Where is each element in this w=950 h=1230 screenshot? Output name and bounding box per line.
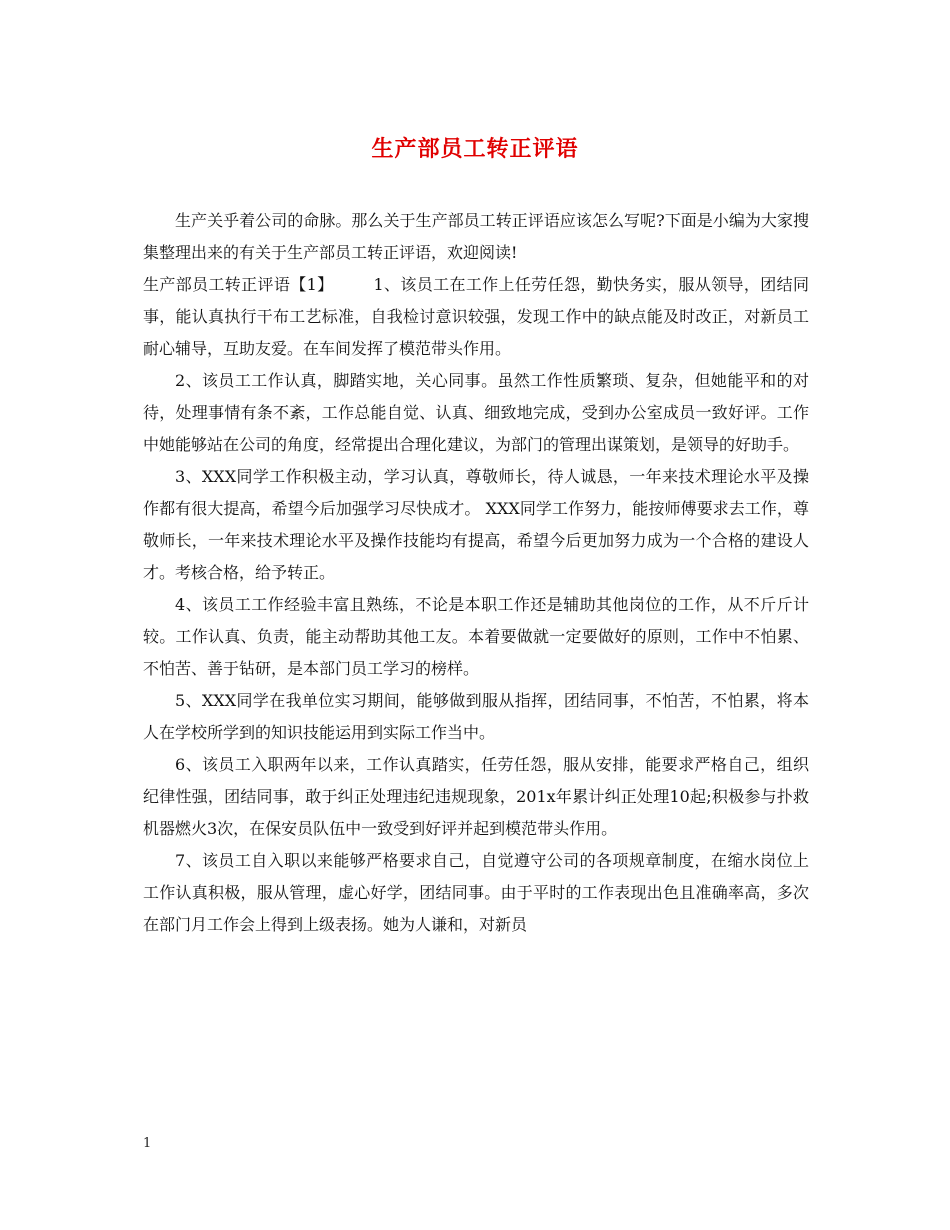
comment-5: 5、XXX同学在我单位实习期间，能够做到服从指挥，团结同事，不怕苦，不怕累，将本人在学校所学到的知识技能运用到实际工作当中。 (143, 691, 809, 742)
comment-1: 1、该员工在工作上任劳任怨，勤快务实，服从领导，团结同事，能认真执行干布工艺标准，自我检讨意识较强，发现工作中的缺点能及时改正，对新员工耐心辅导，互助友爱。在车间发挥了模范带头作用。 (143, 275, 809, 358)
comment-3: 3、XXX同学工作积极主动，学习认真，尊敬师长，待人诚恳，一年来技术理论水平及操作都有很大提高，希望今后加强学习尽快成才。 XXX同学工作努力，能按师傅要求去工作，尊敬师长，一年来技术理论水平及操作技能均有提高，希望今后更加努力成为一个合格的建设人才。考核合格，给予转正。 (143, 467, 809, 582)
comment-4: 4、该员工工作经验丰富且熟练，不论是本职工作还是辅助其他岗位的工作，从不斤斤计较。工作认真、负责，能主动帮助其他工友。本着要做就一定要做好的原则，工作中不怕累、不怕苦、善于钻研，是本部门员工学习的榜样。 (143, 595, 809, 678)
document-title: 生产部员工转正评语 (371, 136, 579, 162)
comment-6: 6、该员工入职两年以来，工作认真踏实，任劳任怨，服从安排，能要求严格自己，组织纪律性强，团结同事，敢于纠正处理违纪违规现象，201x年累计纠正处理10起;积极参与扑救机器燃火3次，在保安员队伍中一致受到好评并起到模范带头作用。 (143, 755, 809, 838)
page-number: 1 (143, 1136, 152, 1151)
document-body (143, 205, 809, 941)
comment-7: 7、该员工自入职以来能够严格要求自己，自觉遵守公司的各项规章制度，在缩水岗位上工作认真积极，服从管理，虚心好学，团结同事。由于平时的工作表现出色且准确率高，多次在部门月工作会上得到上级表扬。她为人谦和，对新员 (143, 851, 809, 934)
section-heading: 生产部员工转正评语【1】 (143, 275, 334, 294)
intro-paragraph: 生产关乎着公司的命脉。那么关于生产部员工转正评语应该怎么写呢?下面是小编为大家搜集整理出来的有关于生产部员工转正评语，欢迎阅读! (143, 211, 809, 262)
section-1-paragraph (143, 269, 809, 365)
comment-2: 2、该员工工作认真，脚踏实地，关心同事。虽然工作性质繁琐、复杂，但她能平和的对待，处理事情有条不紊，工作总能自觉、认真、细致地完成，受到办公室成员一致好评。工作中她能够站在公司的角度，经常提出合理化建议，为部门的管理出谋策划，是领导的好助手。 (143, 371, 809, 454)
